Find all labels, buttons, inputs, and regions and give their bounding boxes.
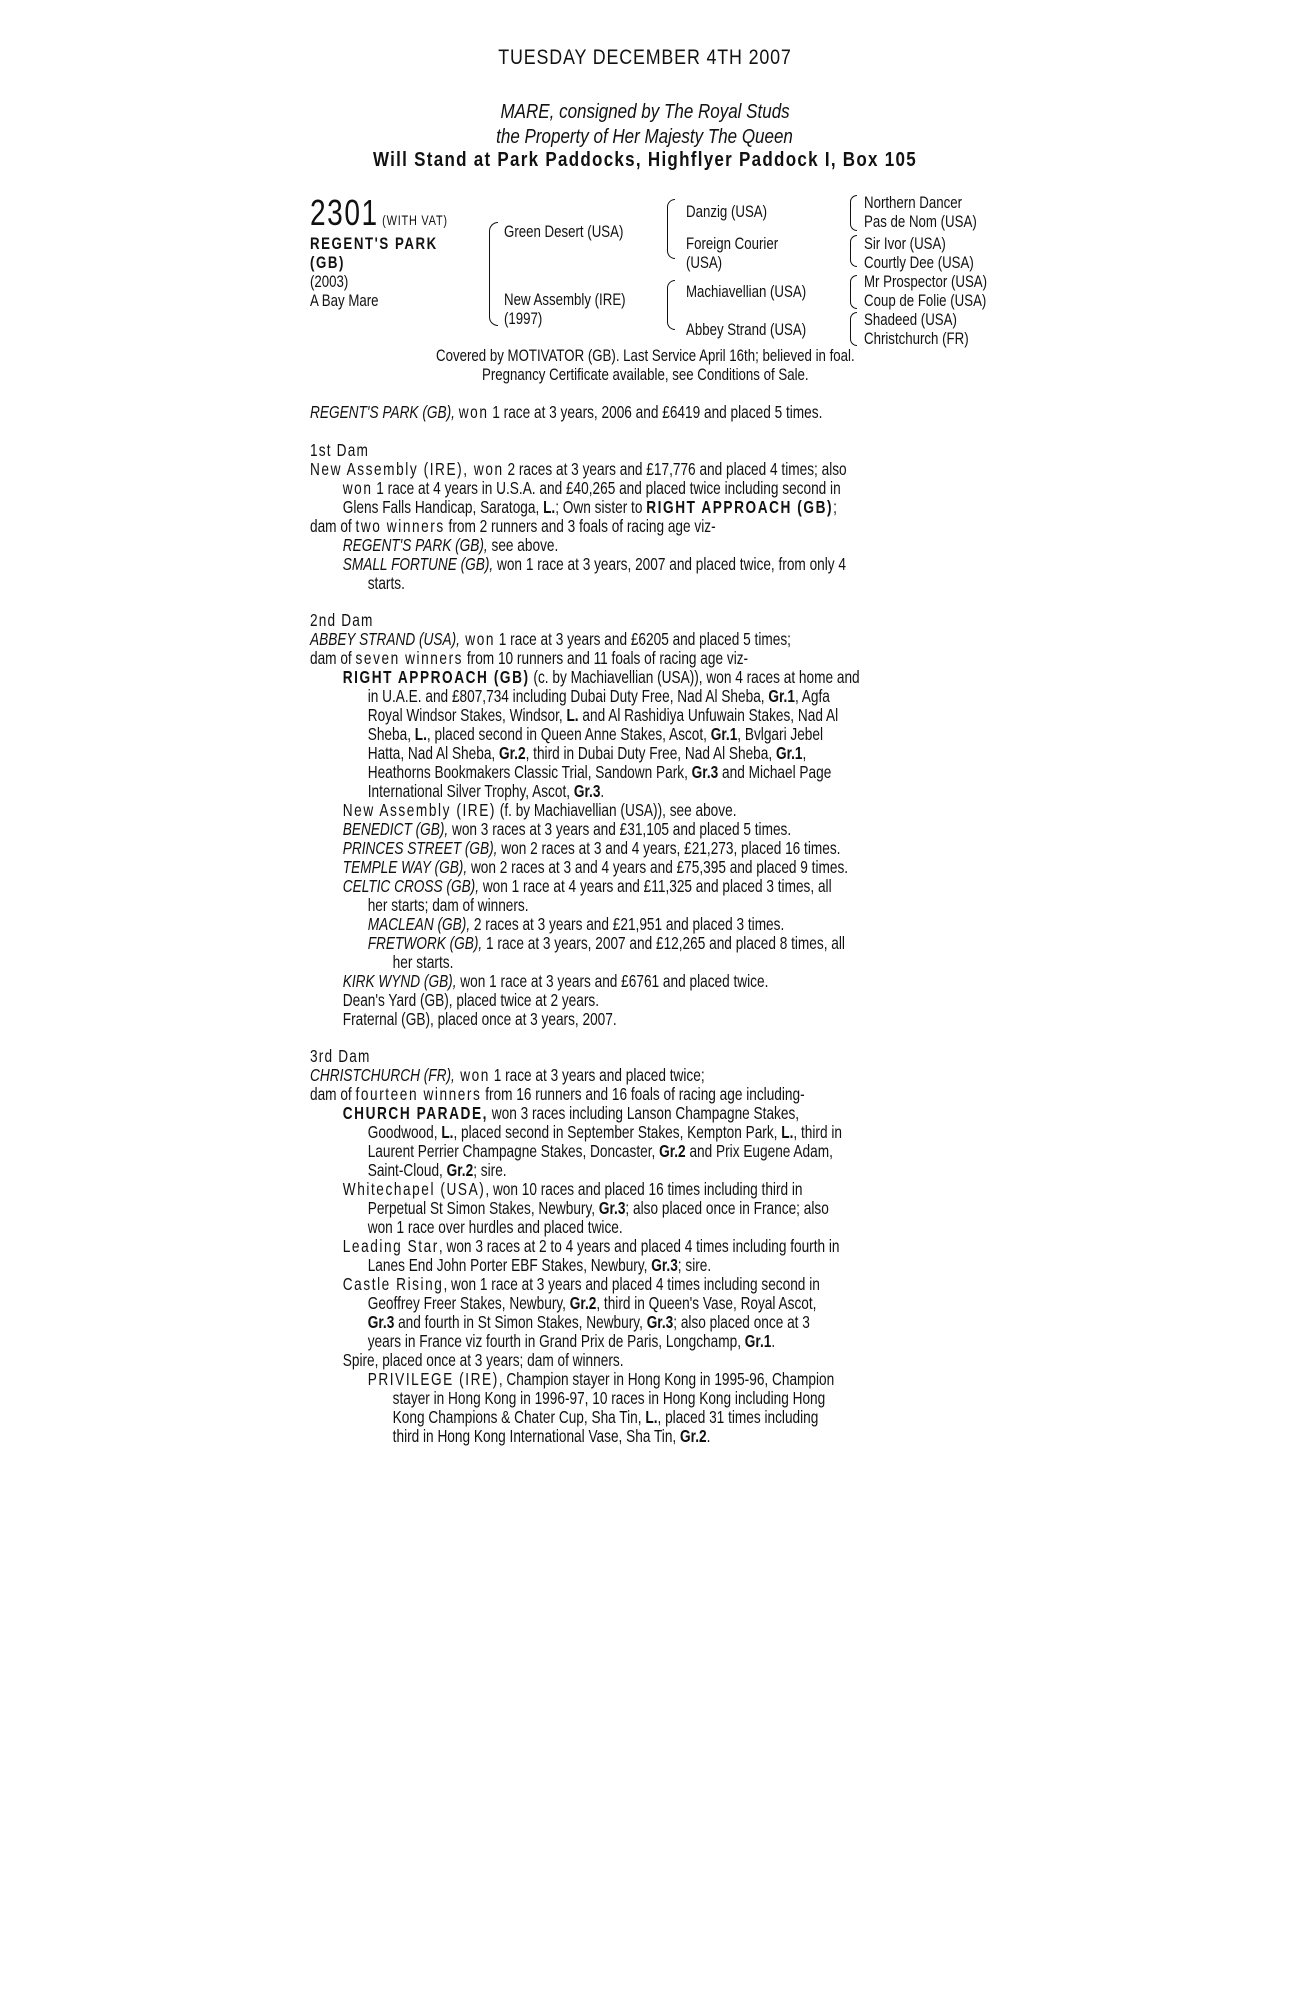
consignor-line: MARE, consigned by The Royal Studs [500, 101, 790, 123]
pedigree-dam-dam: Abbey Strand (USA) [686, 320, 807, 339]
pedigree-brace-dd [850, 312, 857, 346]
pedigree-sire-dam-line2: (USA) [686, 253, 723, 272]
pedigree-sire-dam-line1: Foreign Courier [686, 234, 779, 253]
pedigree-brace-ds [850, 275, 857, 309]
vat-note: (WITH VAT) [382, 212, 448, 228]
first-dam-section: 1st Dam New Assembly (IRE), won 2 races at 3 years and £17,776 and placed 4 times; also won 1 race at 4 years in U.S.A. and £40,265 and placed twice including second in Glens Falls Handicap, Saratoga, L.; Own sister to RIGHT APPROACH (GB); dam of two winners from 2 runners and 3 foals of racing age viz- REGENT'S PARK (GB), see above. SMALL FORTUNE (GB), won 1 race at 3 years, 2007 and placed twice, from only 4 starts. [310, 441, 1090, 593]
pedigree-sire: Green Desert (USA) [504, 222, 624, 241]
pedigree-dam-line2: (1997) [504, 309, 543, 328]
pedigree-sds: Sir Ivor (USA) [864, 234, 946, 253]
covered-line1: Covered by MOTIVATOR (GB). Last Service April 16th; believed in foal. [435, 346, 855, 365]
pedigree-sss: Northern Dancer [864, 193, 963, 212]
pedigree-dam-sire: Machiavellian (USA) [686, 282, 807, 301]
pedigree-sdd: Courtly Dee (USA) [864, 253, 974, 272]
summary-paragraph: REGENT'S PARK (GB), won 1 race at 3 years, 2006 and £6419 and placed 5 times. [310, 402, 823, 422]
second-dam-section: 2nd Dam ABBEY STRAND (USA), won 1 race at 3 years and £6205 and placed 5 times; dam of seven winners from 10 runners and 11 foals of racing age viz- RIGHT APPROACH (GB) (c. by Machiavellian (USA)), won 4 races at home and in U.A.E. and £807,734 including Dubai Duty Free, Nad Al Sheba, Gr.1, Agfa Royal Windsor Stakes, Windsor, L. and Al Rashidiya Unfuwain Stakes, Nad Al Sheba, L., placed second in Queen Anne Stakes, Ascot, Gr.1, Bvlgari Jebel Hatta, Nad Al Sheba, Gr.2, third in Dubai Duty Free, Nad Al Sheba, Gr.1, Heathorns Bookmakers Classic Trial, Sandown Park, Gr.3 and Michael Page International Silver Trophy, Ascot, Gr.3. New Assembly (IRE) (f. by Machiavellian (USA)), see above. BENEDICT (GB), won 3 races at 3 years and £31,105 and placed 5 times. PRINCES STREET (GB), won 2 races at 3 and 4 years, £21,273, placed 16 times. TEMPLE WAY (GB), won 2 races at 3 and 4 years and £75,395 and placed 9 times. CELTIC CROSS (GB), won 1 race at 4 years and £11,325 and placed 3 times, all her starts; dam of winners. MACLEAN (GB), 2 races at 3 years and £21,951 and placed 3 times. FRETWORK (GB), 1 race at 3 years, 2007 and £12,265 and placed 8 times, all her starts. KIRK WYND (GB), won 1 race at 3 years and £6761 and placed twice. Dean's Yard (GB), placed twice at 2 years. Fraternal (GB), placed once at 3 years, 2007. [310, 611, 1090, 1029]
pedigree-brace-ss [850, 195, 857, 231]
pedigree-brace-main [489, 222, 498, 326]
pedigree-ssd: Pas de Nom (USA) [864, 212, 977, 231]
horse-name-line2: (GB) [310, 253, 345, 272]
pedigree-ddd: Christchurch (FR) [864, 329, 969, 348]
covered-line2: Pregnancy Certificate available, see Conditions of Sale. [481, 365, 809, 384]
horse-description: A Bay Mare [310, 291, 379, 310]
lot-number-block [310, 192, 448, 234]
pedigree-dsd: Coup de Folie (USA) [864, 291, 987, 310]
sale-date-heading: TUESDAY DECEMBER 4TH 2007 [498, 46, 792, 69]
third-dam-section: 3rd Dam CHRISTCHURCH (FR), won 1 race at 3 years and placed twice; dam of fourteen winners from 16 runners and 16 foals of racing age including- CHURCH PARADE, won 3 races including Lanson Champagne Stakes, Goodwood, L., placed second in September Stakes, Kempton Park, L., third in Laurent Perrier Champagne Stakes, Doncaster, Gr.2 and Prix Eugene Adam, Saint-Cloud, Gr.2; sire. Whitechapel (USA), won 10 races and placed 16 times including third in Perpetual St Simon Stakes, Newbury, Gr.3; also placed once in France; also won 1 race over hurdles and placed twice. Leading Star, won 3 races at 2 to 4 years and placed 4 times including fourth in Lanes End John Porter EBF Stakes, Newbury, Gr.3; sire. Castle Rising, won 1 race at 3 years and placed 4 times including second in Geoffrey Freer Stakes, Newbury, Gr.2, third in Queen's Vase, Royal Ascot, Gr.3 and fourth in St Simon Stakes, Newbury, Gr.3; also placed once at 3 years in France viz fourth in Grand Prix de Paris, Longchamp, Gr.1. Spire, placed once at 3 years; dam of winners. PRIVILEGE (IRE), Champion stayer in Hong Kong in 1995-96, Champion stayer in Hong Kong in 1996-97, 10 races in Hong Kong including Hong Kong Champions & Chater Cup, Sha Tin, L., placed 31 times including third in Hong Kong International Vase, Sha Tin, Gr.2. [310, 1047, 1090, 1446]
stand-location-line: Will Stand at Park Paddocks, Highflyer Paddock I, Box 105 [373, 149, 917, 171]
first-dam-heading: 1st Dam [310, 440, 370, 460]
pedigree-dds: Shadeed (USA) [864, 310, 957, 329]
second-dam-heading: 2nd Dam [310, 610, 374, 630]
pedigree-dss: Mr Prospector (USA) [864, 272, 988, 291]
pedigree-brace-dam [667, 280, 675, 330]
pedigree-sire-sire: Danzig (USA) [686, 202, 768, 221]
pedigree-brace-sire [667, 199, 675, 259]
horse-name-line1: REGENT'S PARK [310, 234, 438, 253]
foaling-year: (2003) [310, 272, 349, 291]
pedigree-brace-sd [850, 235, 857, 267]
lot-number: 2301 [310, 192, 379, 233]
pedigree-dam-line1: New Assembly (IRE) [504, 290, 626, 309]
property-line: the Property of Her Majesty The Queen [496, 126, 794, 148]
third-dam-heading: 3rd Dam [310, 1046, 371, 1066]
